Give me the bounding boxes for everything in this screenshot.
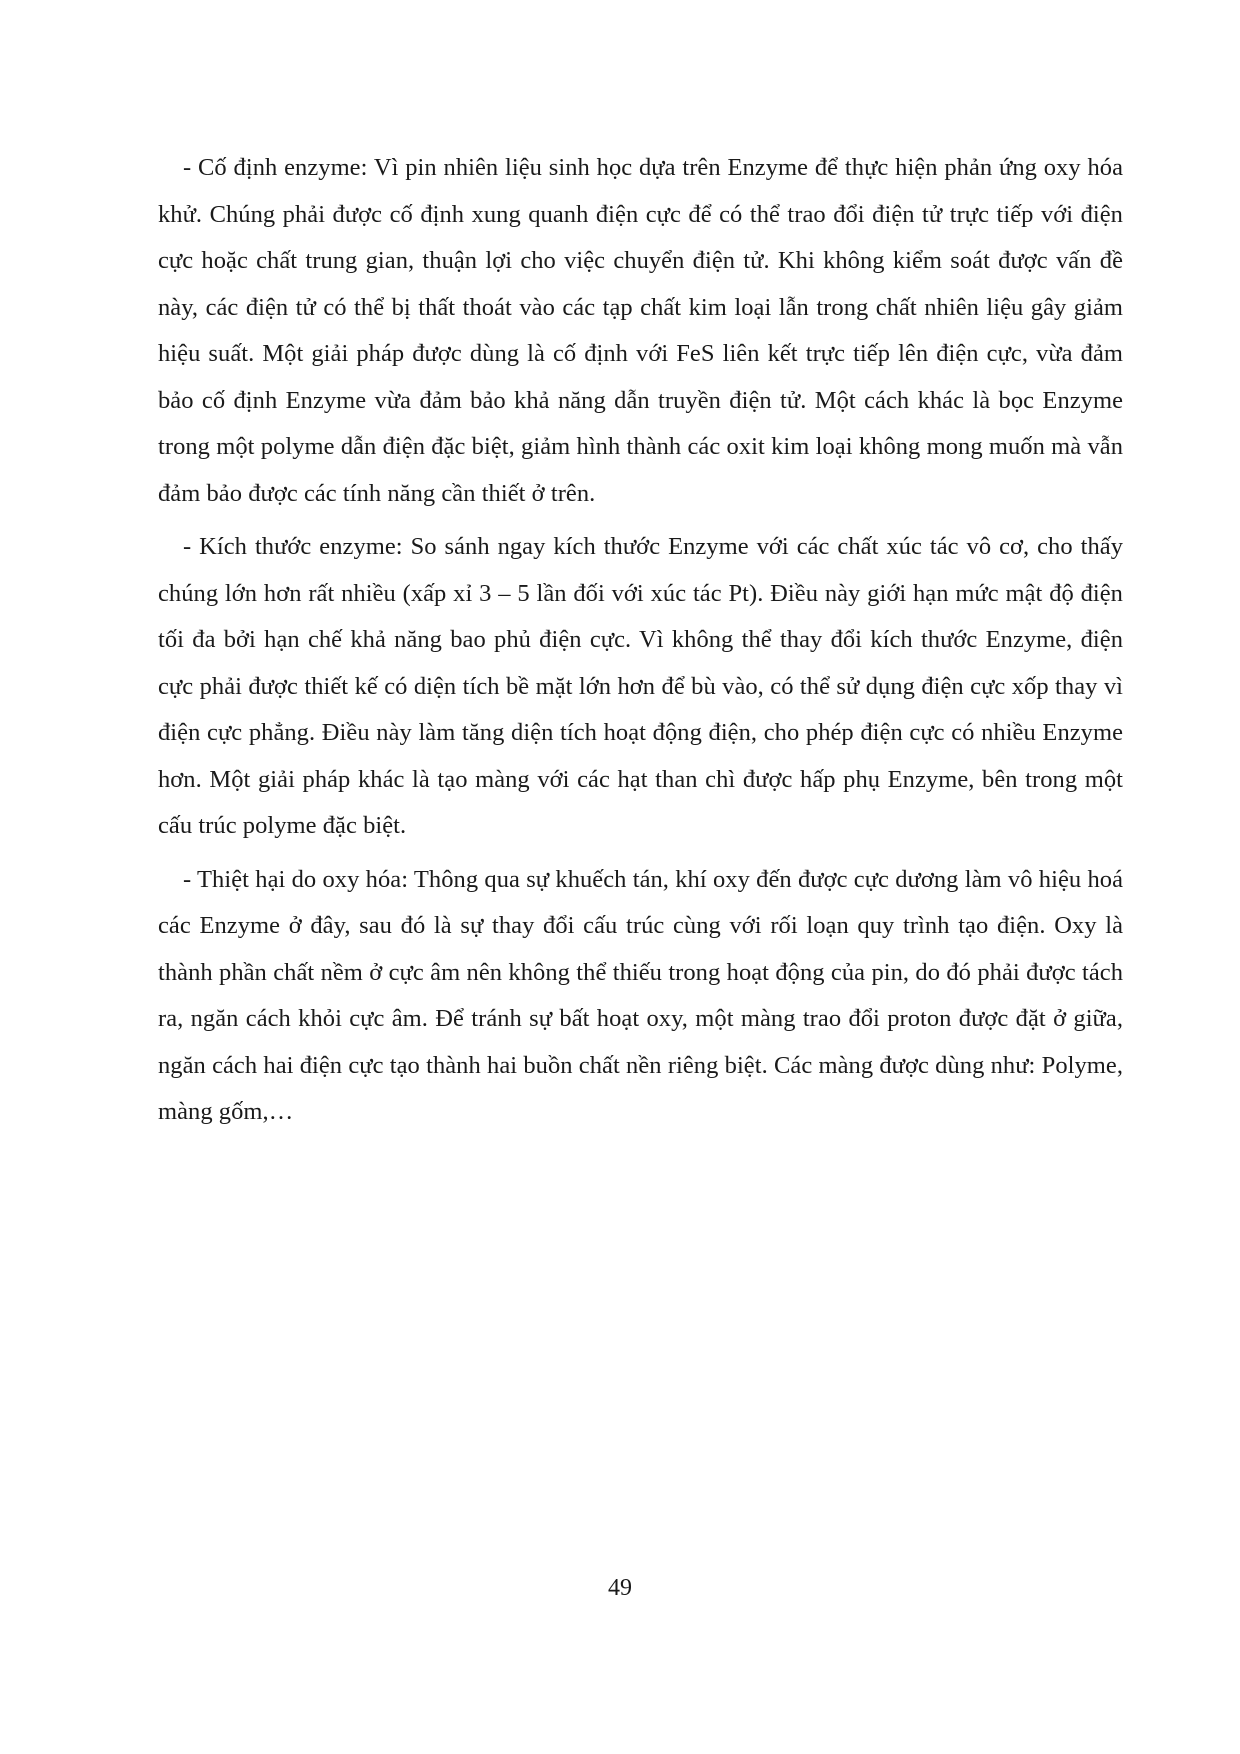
paragraph-oxidation-damage: - Thiệt hại do oxy hóa: Thông qua sự khuếch tán, khí oxy đến được cực dương làm vô hiệu hoá các Enzyme ở đây, sau đó là sự thay đổi cấu trúc cùng với rối loạn quy trình tạo điện. Oxy là thành phần chất nềm ở cực âm nên không thể thiếu trong hoạt động của pin, do đó phải được tách ra, ngăn cách khỏi cực âm. Để tránh sự bất hoạt oxy, một màng trao đổi proton được đặt ở giữa, ngăn cách hai điện cực tạo thành hai buồn chất nền riêng biệt. Các màng được dùng như: Polyme, màng gốm,…: [158, 865, 1123, 1125]
body-text: [158, 145, 1123, 1143]
paragraph-enzyme-size: - Kích thước enzyme: So sánh ngay kích thước Enzyme với các chất xúc tác vô cơ, cho thấy chúng lớn hơn rất nhiều (xấp xỉ 3 – 5 lần đối với xúc tác Pt). Điều này giới hạn mức mật độ điện tối đa bởi hạn chế khả năng bao phủ điện cực. Vì không thể thay đổi kích thước Enzyme, điện cực phải được thiết kế có diện tích bề mặt lớn hơn để bù vào, có thể sử dụng điện cực xốp thay vì điện cực phẳng. Điều này làm tăng diện tích hoạt động điện, cho phép điện cực có nhiều Enzyme hơn. Một giải pháp khác là tạo màng với các hạt than chì được hấp phụ Enzyme, bên trong một cấu trúc polyme đặc biệt.: [158, 533, 1123, 839]
paragraph-enzyme-immobilization: - Cố định enzyme: Vì pin nhiên liệu sinh học dựa trên Enzyme để thực hiện phản ứng oxy hóa khử. Chúng phải được cố định xung quanh điện cực để có thể trao đổi điện tử trực tiếp với điện cực hoặc chất trung gian, thuận lợi cho việc chuyển điện tử. Khi không kiểm soát được vấn đề này, các điện tử có thể bị thất thoát vào các tạp chất kim loại lẫn trong chất nhiên liệu gây giảm hiệu suất. Một giải pháp được dùng là cố định với FeS liên kết trực tiếp lên điện cực, vừa đảm bảo cố định Enzyme vừa đảm bảo khả năng dẫn truyền điện tử. Một cách khác là bọc Enzyme trong một polyme dẫn điện đặc biệt, giảm hình thành các oxit kim loại không mong muốn mà vẫn đảm bảo được các tính năng cần thiết ở trên.: [158, 154, 1123, 507]
page-number: 49: [608, 1575, 632, 1601]
